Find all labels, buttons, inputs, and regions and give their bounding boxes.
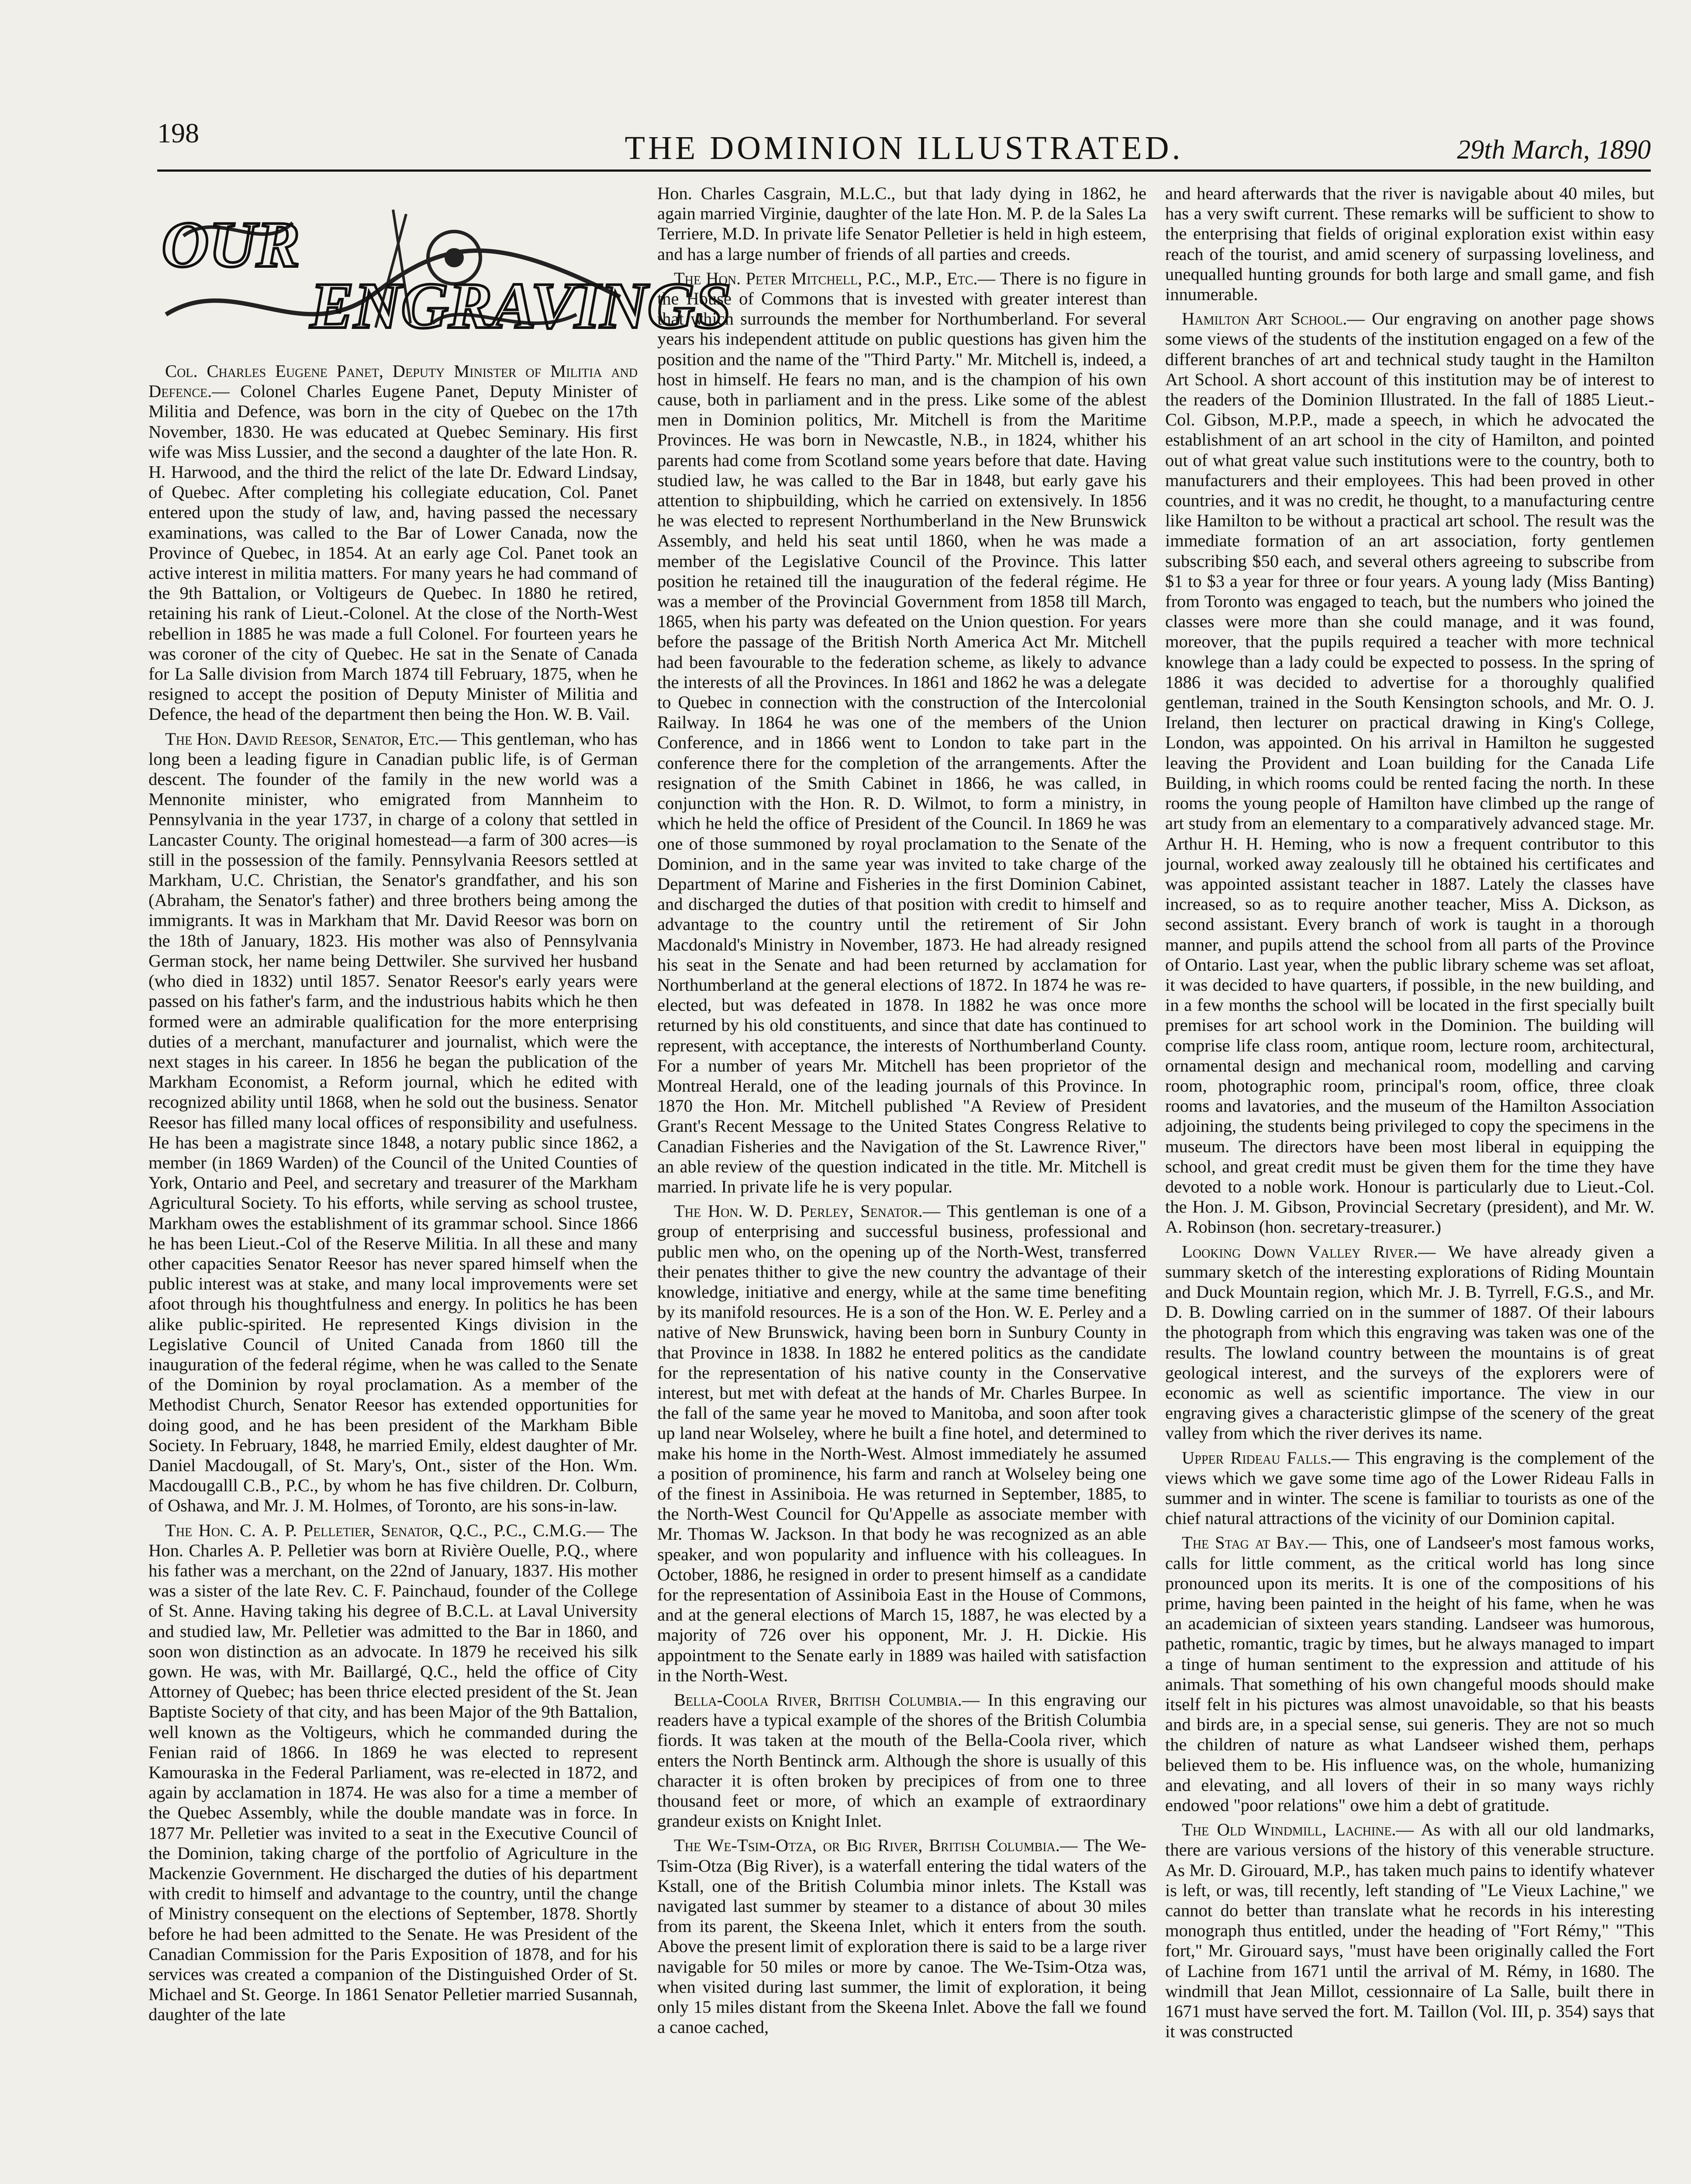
- svg-text:ENGRAVINGS: ENGRAVINGS: [310, 270, 732, 342]
- svg-text:OUR: OUR: [162, 208, 300, 281]
- article-body: This gentleman is one of a group of enterprising and successful business, professional and public men who, on the opening up of the North-West, transferred their penates thither to give the new country the advantage of their knowledge, initiative and energy, while at the same time benefiting by its manifold resources. He is a son of the Hon. W. E. Perley and a native of New Brunswick, having been born in Sunbury County in that Province in 1838. In 1882 he entered politics as the candidate for the representation of his native county in the Conservative interest, but met with defeat at the hands of Mr. Charles Burpee. In the fall of the same year he moved to Manitoba, and soon after took up land near Wolseley, where he built a fine hotel, and determined to make his home in the North-West. Almost immediately he assumed a position of prominence, his farm and ranch at Wolseley being one of the finest in Assiniboia. He was returned in September, 1885, to the North-West Council for Qu'Appelle as associate member with Mr. Thomas W. Jackson. In that body he was recognized as an able speaker, and won popularity and influence with his colleagues. In October, 1886, he resigned in order to present himself as a candidate for the representation of Assiniboia East in the House of Commons, and at the general elections of March 15, 1887, he was elected by a majority of 726 over his opponent, Mr. J. H. Dickie. His appointment to the Senate early in 1889 was hailed with satisfaction in the North-West.: [657, 1201, 1146, 1685]
- article-body: and heard afterwards that the river is navigable about 40 miles, but has a very swift current. These remarks will be sufficient to show to the enterprising that fields of original exploration exist within easy reach of the tourist, and amid scenery of surpassing loveliness, and unequalled hunting grounds for both large and small game, and fish innumerable.: [1165, 183, 1654, 304]
- header-rule: [157, 169, 1651, 172]
- issue-date: 29th March, 1890: [1457, 135, 1651, 165]
- article-body: Colonel Charles Eugene Panet, Deputy Minister of Militia and Defence, was born in the city of Quebec on the 17th November, 1830. He was educated at Quebec Seminary. His first wife was Miss Lussier, and the second a daughter of the late Hon. R. H. Harwood, and the third the relict of the late Dr. Edward Lindsay, of Quebec. After completing his collegiate education, Col. Panet entered upon the study of law, and, having passed the necessary examinations, was called to the Bar of Lower Canada, now the Province of Quebec, in 1854. At an early age Col. Panet took an active interest in militia matters. For many years he had command of the 9th Battalion, or Voltigeurs de Quebec. In 1880 he retired, retaining his rank of Lieut.-Colonel. At the close of the North-West rebellion in 1885 he was made a full Colonel. For fourteen years he was coroner of the city of Quebec. He sat in the Senate of Canada for La Salle division from March 1874 till February, 1875, when he resigned to accept the position of Deputy Minister of Militia and Defence, the head of the department then being the Hon. W. B. Vail.: [148, 381, 638, 724]
- article-body: The We-Tsim-Otza (Big River), is a waterfall entering the tidal waters of the Kstall, one of the British Columbia minor inlets. The Kstall was navigated last summer by steamer to a distance of about 30 miles from its parent, the Skeena Inlet, which it enters from the south. Above the present limit of exploration there is said to be a large river navigable for 50 miles or more by canoe. The We-Tsim-Otza was, when visited during last summer, the limit of exploration, it being only 15 miles distant from the Skeena Inlet. Above the fall we found a canoe cached,: [657, 1835, 1147, 2037]
- article-heading: The We-Tsim-Otza, or Big River, British Columbia.—: [674, 1835, 1078, 1856]
- article-body: There is no figure in the House of Commons that is invested with greater interest than that which surrounds the member for Northumberland. For several years his independent attitude on public questions has given him the position and the name of the "Third Party." Mr. Mitchell is, indeed, a host in himself. He fears no man, and is the champion of his own cause, both in parliament and in the press. Like some of the ablest men in Dominion politics, Mr. Mitchell is from the Maritime Provinces. He was born in Newcastle, N.B., in 1824, whither his parents had come from Scotland some years before that date. Having studied law, he was called to the Bar in 1848, but early gave his attention to shipbuilding, which he carried on extensively. In 1856 he was elected to represent Northumberland in the New Brunswick Assembly, and held his seat until 1860, when he was made a member of the Legislative Council of the Province. This latter position he retained till the inauguration of the federal régime. He was a member of the Provincial Government from 1858 till March, 1865, when his party was defeated on the Union question. For years before the passage of the British North America Act Mr. Mitchell had been favourable to the federation scheme, as likely to advance the interests of all the Provinces. In 1861 and 1862 he was a delegate to Quebec in connection with the construction of the Intercolonial Railway. In 1864 he was one of the members of the Union Conference, and in 1866 went to London to take part in the conference there for the completion of the arrangements. After the resignation of the Smith Cabinet in 1866, he was called, in conjunction with the Hon. R. D. Wilmot, to form a ministry, in which he held the office of President of the Council. In 1869 he was one of those summoned by royal proclamation to the Senate of the Dominion, and in the same year was invited to take charge of the Department of Marine and Fisheries in the first Dominion Cabinet, and discharged the duties of that position with credit to himself and advantage to the country until the retirement of Sir John Macdonald's Ministry in November, 1873. He had already resigned his seat in the Senate and had been returned by acclamation for Northumberland at the general elections of 1872. In 1874 he was re-elected, but was defeated in 1878. In 1882 he was once more returned by his old constituents, and since that date has continued to represent, with acceptance, the interests of Northumberland County. For a number of years Mr. Mitchell has been proprietor of the Montreal Herald, one of the leading journals of this Province. In 1870 the Hon. Mr. Mitchell published "A Review of President Grant's Recent Message to the United States Congress Relative to Canadian Fisheries and the Navigation of the St. Lawrence River," an able review of the question indicated in the title. Mr. Mitchell is married. In private life he is very popular.: [657, 268, 1146, 1196]
- article-pelletier-continued: [657, 183, 1146, 264]
- article-heading: Bella-Coola River, British Columbia.—: [674, 1690, 980, 1710]
- column-3: [1165, 183, 1654, 2184]
- article-heading: Looking Down Valley River.—: [1182, 1241, 1436, 1261]
- article-we-tsim-otza: [657, 1835, 1146, 2037]
- article-panet: [148, 361, 638, 725]
- article-valley-river: [1165, 1242, 1654, 1444]
- article-body: We have already given a summary sketch of the interesting explorations of Riding Mountain and Duck Mountain region, which Mr. J. B. Tyrrell, F.G.S., and Mr. D. B. Dowling carried on in the summer of 1887. Of their labours the photograph from which this engraving was taken was one of the results. The lowland country between the mountains is of great geological interest, and the surveys of the explorers were of economic as well as scientific importance. The view in our engraving gives a characteristic glimpse of the scenery of the great valley from which the river derives its name.: [1165, 1241, 1655, 1443]
- column-2: [657, 183, 1146, 2184]
- article-heading: The Hon. Peter Mitchell, P.C., M.P., Etc.—: [674, 268, 996, 288]
- article-bella-coola: [657, 1690, 1146, 1831]
- article-body: Hon. Charles Casgrain, M.L.C., but that lady dying in 1862, he again married Virginie, daughter of the late Hon. M. P. de la Sales La Terriere, M.D. In private life Senator Pelletier is held in high esteem, and has a large number of friends of all parties and creeds.: [657, 183, 1146, 264]
- article-body: This engraving is the complement of the views which we gave some time ago of the Lower Rideau Falls in summer and in winter. The scene is familiar to tourists as one of the chief natural attractions of the vicinity of our Dominion capital.: [1165, 1448, 1654, 1528]
- our-engravings-logo: [148, 183, 732, 354]
- article-heading: Col. Charles Eugene Panet, Deputy Minister of Militia and Defence.—: [148, 361, 638, 401]
- article-heading: The Hon. David Reesor, Senator, Etc.—: [165, 729, 457, 749]
- article-body: In this engraving our readers have a typical example of the shores of the British Columbia fiords. It was taken at the mouth of the Bella-Coola river, which enters the North Bentinck arm. Although the shore is usually of this character it is often broken by precipices of from one to three thousand feet or more, of which an example of extraordinary grandeur exists on Knight Inlet.: [657, 1690, 1146, 1831]
- article-body: The Hon. Charles A. P. Pelletier was born at Rivière Ouelle, P.Q., where his father was a merchant, on the 22nd of January, 1837. His mother was a sister of the late Rev. C. F. Painchaud, founder of the College of St. Anne. Having taking his degree of B.C.L. at Laval University and studied law, Mr. Pelletier was admitted to the Bar in 1860, and soon won distinction as an advocate. In 1879 he received his silk gown. He was, with Mr. Baillargé, Q.C., held the office of City Attorney of Quebec; has been thrice elected president of the St. Jean Baptiste Society of that city, and has been Major of the 9th Battalion, well known as the Voltigeurs, which he commanded during the Fenian raid of 1866. In 1869 he was elected to represent Kamouraska in the Federal Parliament, was re-elected in 1872, and again by acclamation in 1874. He was also for a time a member of the Quebec Assembly, while the double mandate was in force. In 1877 Mr. Pelletier was invited to a seat in the Executive Council of the Dominion, taking charge of the portfolio of Agriculture in the Mackenzie Government. He discharged the duties of his department with credit to himself and advantage to the country, until the change of Ministry consequent on the elections of September, 1878. Shortly before he had been admitted to the Senate. He was President of the Canadian Commission for the Paris Exposition of 1878, and for his services was created a companion of the Distinguished Order of St. Michael and St. George. In 1861 Senator Pelletier married Susannah, daughter of the late: [148, 1520, 638, 2025]
- article-body: This gentleman, who has long been a leading figure in Canadian public life, is of German descent. The founder of the family in the new world was a Mennonite minister, who emigrated from Mannheim to Pennsylvania in the year 1737, in charge of a colony that settled in Lancaster County. The original homestead—a farm of 300 acres—is still in the possession of the family. Pennsylvania Reesors settled at Markham, U.C. Christian, the Senator's grandfather, and his son (Abraham, the Senator's father) and three brothers being among the immigrants. It was in Markham that Mr. David Reesor was born on the 18th of January, 1823. His mother was also of Pennsylvania German stock, her name being Dettwiler. She survived her husband (who died in 1832) until 1857. Senator Reesor's early years were passed on his father's farm, and the industrious habits which he then formed were an admirable qualification for the more enterprising duties of a merchant, manufacturer and journalist, which were the next stages in his career. In 1856 he began the publication of the Markham Economist, a Reform journal, which he edited with recognized ability until 1868, when he sold out the business. Senator Reesor has filled many local offices of responsibility and usefulness. He has been a magistrate since 1848, a notary public since 1862, a member (in 1869 Warden) of the Council of the United Counties of York, Ontario and Peel, and secretary and treasurer of the Markham Agricultural Society. To his efforts, while serving as school trustee, Markham owes the establishment of its grammar school. Since 1866 he has been Lieut.-Col of the Reserve Militia. In all these and many other capacities Senator Reesor has never spared himself when the public interest was at stake, and many local improvements were set afoot through his thoughtfulness and energy. In politics he has been alike public-spirited. He represented Kings division in the Legislative Council of United Canada from 1860 till the inauguration of the federal régime, when he was called to the Senate of the Dominion by royal proclamation. As a member of the Methodist Church, Senator Reesor has extended opportunities for doing good, and he has been president of the Markham Bible Society. In February, 1848, he married Emily, eldest daughter of Mr. Daniel Macdougall, of St. Mary's, Ont., sister of the Hon. Wm. Macdougalll C.B., P.C., by whom he has five children. Dr. Colburn, of Oshawa, and Mr. J. M. Holmes, of Toronto, are his sons-in-law.: [148, 729, 638, 1516]
- column-1: [148, 183, 732, 2184]
- article-hamilton-art-school: [1165, 309, 1654, 1237]
- publication-title: THE DOMINION ILLUSTRATED.: [625, 130, 1184, 166]
- article-rideau-falls: [1165, 1448, 1654, 1529]
- article-heading: The Old Windmill, Lachine.—: [1182, 1820, 1414, 1840]
- article-old-windmill: [1165, 1820, 1654, 2042]
- page-header: [157, 117, 1651, 165]
- article-reesor: [148, 729, 638, 1516]
- page-number: 198: [157, 117, 199, 149]
- article-heading: The Hon. C. A. P. Pelletier, Senator, Q.C., P.C., C.M.G.—: [165, 1520, 604, 1540]
- article-body: As with all our old landmarks, there are various versions of the history of this venerable structure. As Mr. D. Girouard, M.P., has taken much pains to identify whatever is left, or was, till recently, left standing of "Le Vieux Lachine," we cannot do better than translate what he records in his interesting monograph thus entitled, under the heading of "Fort Rémy," "This fort," Mr. Girouard says, "must have been originally called the Fort of Lachine from 1671 until the arrival of M. Rémy, in 1680. The windmill that Jean Millot, cessionnaire of La Salle, built there in 1671 must have served the fort. M. Taillon (Vol. III, p. 354) says that it was constructed: [1165, 1820, 1655, 2042]
- article-we-tsim-otza-continued: [1165, 183, 1654, 304]
- article-mitchell: [657, 269, 1146, 1197]
- article-perley: [657, 1201, 1146, 1686]
- article-stag-at-bay: [1165, 1533, 1654, 1815]
- article-heading: The Hon. W. D. Perley, Senator.—: [674, 1201, 941, 1221]
- article-body: Our engraving on another page shows some views of the students of the institution engaged on a few of the different branches of art and technical study taught in the Hamilton Art School. A short account of this institution may be of interest to the readers of the Dominion Illustrated. In the fall of 1885 Lieut.-Col. Gibson, M.P.P., made a speech, in which he advocated the establishment of an art school in the city of Hamilton, and pointed out of what great value such institutions were to the country, both to manufacturers and their employees. This had been proved in other countries, and it was no credit, he thought, to a manufacturing centre like Hamilton to be without a practical art school. The result was the immediate formation of an art association, forty gentlemen subscribing $50 each, and several others agreeing to subscribe from $1 to $3 a year for three or four years. A young lady (Miss Banting) from Toronto was engaged to teach, but the numbers who joined the classes were more than she could manage, and it was found, moreover, that the pupils required a teacher with more technical knowlege than a lady could be expected to possess. In the spring of 1886 it was decided to advertise for a thoroughly qualified gentleman, trained in the South Kensington schools, and Mr. O. J. Ireland, then lecturer on practical drawing in King's College, London, was appointed. On his arrival in Hamilton he suggested leaving the Provident and Loan building for the Canada Life Building, in which rooms could be rented facing the north. In these rooms the young people of Hamilton have climbed up the range of art study from an elementary to a comparatively advanced stage. Mr. Arthur H. H. Heming, who is now a frequent contributor to this journal, worked away zealously till he obtained his certificates and was appointed assistant teacher in 1887. Lately the classes have increased, so as to require another teacher, Miss A. Dickson, as second assistant. Every branch of work is taught in a thorough manner, and pupils attend the school from all parts of the Province of Ontario. Last year, when the public library scheme was set afloat, it was decided to have quarters, if possible, in the new building, and in a few months the school will be located in the first specially built premises for art school work in the Dominion. The building will comprise life class room, antique room, lecture room, architectural, ornamental design and mechanical room, modelling and carving room, photographic room, principal's room, office, three cloak rooms and lavatories, and the museum of the Hamilton Association adjoining, the students being privileged to copy the specimens in the museum. The directors have been most liberal in equipping the school, and great credit must be given them for the time they have devoted to a noble work. Honour is particularly due to Lieut.-Col. the Hon. J. M. Gibson, Provincial Secretary (president), and Mr. W. A. Robinson (hon. secretary-treasurer.): [1165, 309, 1655, 1237]
- article-pelletier: [148, 1521, 638, 2025]
- article-heading: The Stag at Bay.—: [1182, 1533, 1327, 1553]
- article-heading: Upper Rideau Falls.—: [1182, 1448, 1349, 1468]
- article-heading: Hamilton Art School.—: [1182, 309, 1365, 329]
- article-body: This, one of Landseer's most famous works, calls for little comment, as the critical world has long since pronounced upon its merits. It is one of the compositions of his prime, having been painted in the height of his fame, when he was an academician of sixteen years standing. Landseer was humorous, pathetic, romantic, tragic by times, but he always managed to impart a tinge of human sentiment to the expression and attitude of his animals. That something of his own changeful moods should make itself felt in his pictures was almost unavoidable, so that his beasts and birds are, in a special sense, sui generis. They are not so much the children of nature as what Landseer wished them, perhaps believed them to be. His influence was, on the whole, humanizing and elevating, and all lovers of their in so many ways richly endowed "poor relations" owe him a debt of gratitude.: [1165, 1533, 1654, 1815]
